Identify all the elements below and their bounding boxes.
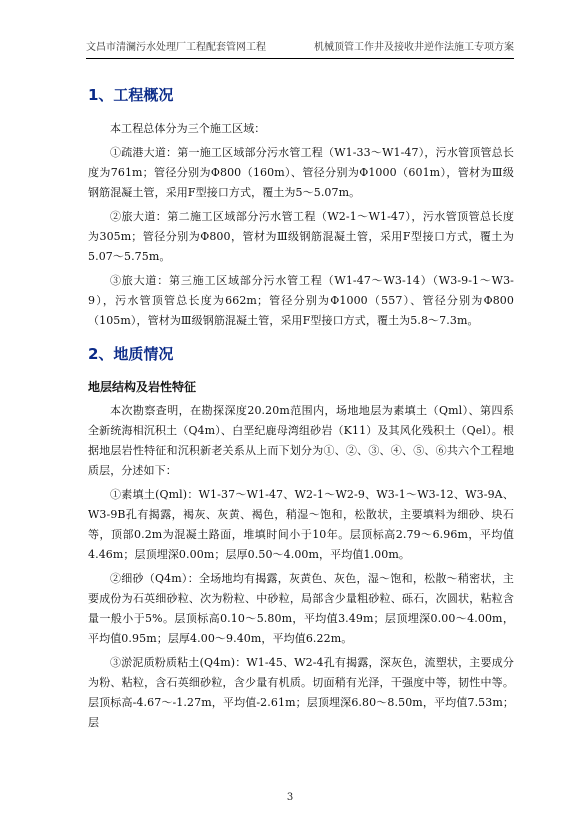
paragraph: 本工程总体分为三个施工区域：	[110, 122, 266, 135]
paragraph: ②细砂（Q4m）：全场地均有揭露，灰黄色、灰色，湿～饱和，松散～稍密状，主要成份为石英细砂粒、次为粉粒、中砂粒，局部含少量粗砂粒、砾石，次圆状，粘粒含量一般小于5%。层顶标高0.10～5.80m，平均值3.49m；层顶埋深0.00～4.00m，平均值0.95m；层厚4.00～9.40m，平均值6.22m。	[88, 572, 514, 645]
paragraph: ③旅大道：第三施工区域部分污水管工程（W1-47～W3-14）（W3-9-1～W3-9），污水管顶管总长度为662m；管径分别为Φ1000（557）、管径分别为Φ800（105m），管材为Ⅲ级钢筋混凝土管，采用F型接口方式，覆土为5.8～7.3m。	[88, 274, 514, 327]
subheading-strata: 地层结构及岩性特征	[88, 380, 197, 394]
header-divider	[86, 58, 514, 59]
document-body	[88, 72, 514, 737]
paragraph: ②旅大道：第二施工区域部分污水管工程（W2-1～W1-47），污水管顶管总长度为305m；管径分别为Φ800，管材为Ⅲ级钢筋混凝土管，采用F型接口方式，覆土为5.07～5.75m。	[88, 210, 514, 263]
section-heading-geology: 2、地质情况	[88, 345, 174, 363]
paragraph: ①素填土(Qml)：W1-37～W1-47、W2-1～W2-9、W3-1～W3-12、W3-9A、W3-9B孔有揭露，褐灰、灰黄、褐色，稍湿～饱和，松散状，主要填料为细砂、块石等，顶部0.2m为混凝土路面，堆填时间小于10年。层顶标高2.79～6.96m，平均值4.46m；层顶埋深0.00m；层厚0.50～4.00m，平均值1.00m。	[88, 488, 514, 561]
paragraph: ①疏港大道：第一施工区域部分污水管工程（W1-33～W1-47），污水管顶管总长度为761m；管径分别为Φ800（160m）、管径分别为Φ1000（601m），管材为Ⅲ级钢筋混凝土管，采用F型接口方式，覆土为5～5.07m。	[88, 146, 514, 199]
paragraph: ③淤泥质粉质粘土(Q4m)：W1-45、W2-4孔有揭露，深灰色，流塑状，主要成分为粉、粘粒，含石英细砂粒，含少量有机质。切面稍有光泽，干强度中等，韧性中等。层顶标高-4.67～-1.27m，平均值-2.61m；层顶埋深6.80～8.50m，平均值7.53m；层	[88, 656, 514, 729]
paragraph: 本次勘察查明，在勘探深度20.20m范围内，场地地层为素填土（Qml）、第四系全新统海相沉积土（Q4m）、白垩纪鹿母湾组砂岩（K11）及其风化残积土（Qel）。根据地层岩性特征和沉积新老关系从上而下划分为①、②、③、④、⑤、⑥共六个工程地质层，分述如下：	[88, 404, 514, 477]
header-document-title: 机械顶管工作井及接收井逆作法施工专项方案	[314, 42, 514, 53]
page-number: 3	[286, 792, 294, 803]
section-heading-project-overview: 1、工程概况	[88, 86, 174, 104]
page-header	[86, 38, 514, 58]
header-project-title: 文昌市清澜污水处理厂工程配套管网工程	[86, 42, 266, 53]
